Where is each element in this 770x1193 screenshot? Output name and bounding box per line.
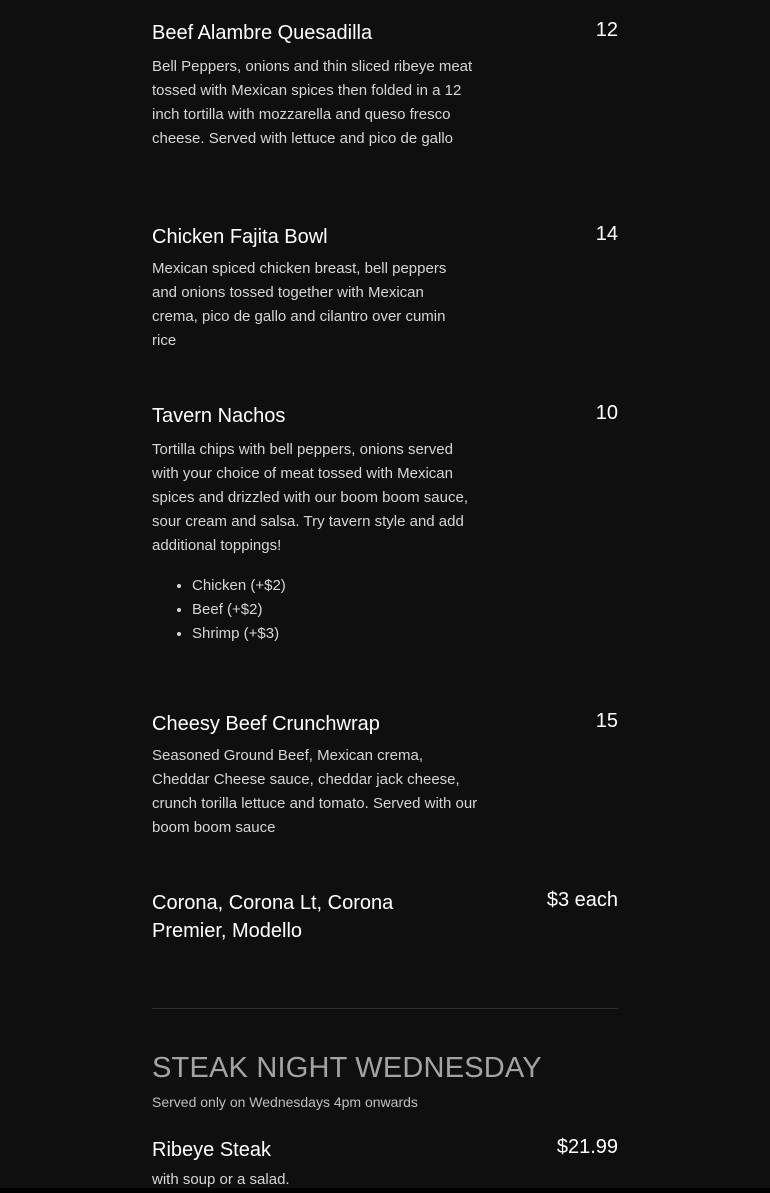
item-price: $3 each xyxy=(546,889,618,911)
item-description: Mexican spiced chicken breast, bell peppers and onions tossed together with Mexican crema, pico de gallo and cilantro over cumin rice xyxy=(152,260,447,349)
menu-item-beer-special xyxy=(152,889,618,945)
item-title: Beef Alambre Quesadilla xyxy=(152,22,373,44)
item-price: 10 xyxy=(595,402,618,424)
item-price: 15 xyxy=(595,710,618,732)
section-divider xyxy=(152,1008,618,1009)
item-price: $21.99 xyxy=(556,1136,618,1158)
section-title: STEAK NIGHT WEDNESDAY xyxy=(152,1052,542,1084)
item-description: Tortilla chips with bell peppers, onions served with your choice of meat tossed with Mexican spices and drizzled with our boom boom sauce, sour cream and salsa. Try tavern style and add additional toppings! xyxy=(152,441,468,554)
section-subtitle: Served only on Wednesdays 4pm onwards xyxy=(152,1094,418,1110)
menu-item-beef-alambre-quesadilla xyxy=(152,19,618,151)
item-price: 14 xyxy=(595,223,618,245)
item-description: with soup or a salad. xyxy=(152,1171,290,1188)
item-description: Bell Peppers, onions and thin sliced ribeye meat tossed with Mexican spices then folded in a 12 inch tortilla with mozzarella and queso fresco cheese. Served with lettuce and pico de gallo xyxy=(152,58,473,147)
topping-options xyxy=(152,574,618,646)
list-item: • Shrimp (+$3) xyxy=(192,622,618,646)
menu-item-chicken-fajita-bowl xyxy=(152,223,618,353)
list-item: • Chicken (+$2) xyxy=(192,574,618,598)
item-title: Cheesy Beef Crunchwrap xyxy=(152,713,380,735)
list-item: • Beef (+$2) xyxy=(192,598,618,622)
item-title: Ribeye Steak xyxy=(152,1139,271,1161)
item-title: Chicken Fajita Bowl xyxy=(152,226,328,248)
item-title: Corona, Corona Lt, Corona Premier, Modello xyxy=(152,892,394,942)
menu-item-cheesy-beef-crunchwrap xyxy=(152,710,618,840)
item-price: 12 xyxy=(595,19,618,41)
menu-item-ribeye-steak xyxy=(152,1136,618,1192)
menu-item-tavern-nachos xyxy=(152,402,618,646)
item-description: Seasoned Ground Beef, Mexican crema, Cheddar Cheese sauce, cheddar jack cheese, crunch torilla lettuce and tomato. Served with our boom boom sauce xyxy=(152,747,478,836)
bottom-edge xyxy=(0,1188,770,1193)
item-title: Tavern Nachos xyxy=(152,405,286,427)
